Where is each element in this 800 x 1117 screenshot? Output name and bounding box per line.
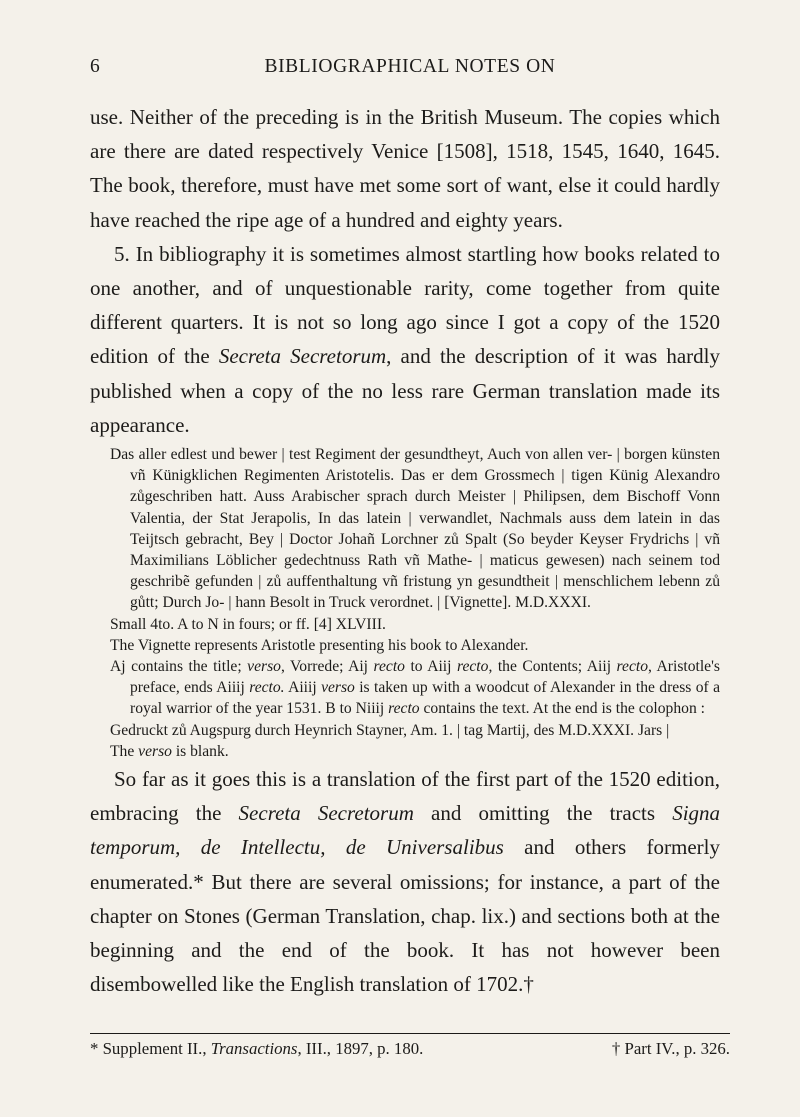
paragraph-translation: So far as it goes this is a translation of the first part of the 1520 edition, embracing the Secreta Secretorum and omitting the tracts Signa temporum, de Intellectu, de Universalibus and others formerly enumerated.* But there are several omissions; for instance, a part of the chapter on Stones (German Translation, chap. lix.) and sections both at the beginning and the end of the book. It has not however been disembowelled like the English translation of 1702.† xyxy=(90,767,721,997)
verso-note: The verso is blank. xyxy=(110,742,229,760)
title-italic: Secreta Secretorum xyxy=(218,344,387,369)
running-title: BIBLIOGRAPHICAL NOTES ON xyxy=(264,56,556,77)
contents-note: Aj contains the title; verso, Vorrede; Aij recto to Aiij recto, the Contents; Aiij recto, Aristotle's preface, ends Aiiij recto. Aiiij verso is taken up with a woodcut of Alexander in the dress of a royal warrior of the year 1531. B to Niiij recto contains the text. At the end is the colophon : xyxy=(110,658,721,718)
footnote-rule xyxy=(90,1033,730,1034)
title-transcription: Das aller edlest und bewer | test Regiment der gesundtheyt, Auch von allen ver- | borgen künsten vñ Künigklichen Regimenten Aristotelis. Das er dem Grossmech | tigen Künig Alexandro zůgeschriben hatt. Auss Arabischer sprach durch Meister | Philipsen, dem Bischoff Vonn Valentia, der Stat Jerapolis, In das latein | verwandlet, Nachmals auss dem latein in das Teijtsch gebracht, Bey | Doctor Johañ Lorchner zů Spalt (So beyder Keyser Frydrichs | vñ Maximilians Löblicher gedechtnuss Rath vñ Mathe- | maticus gewesen) nach seinem tod geschribẽ gefunden | zů auffenthaltung vñ fristung yn gesundtheit | menschlichem lebenn zů gůtt; Durch Jo- | hann Besolt in Truck verordnet. | [Vignette]. M.D.XXXI. xyxy=(110,446,720,612)
colophon: Gedruckt zů Augspurg durch Heynrich Stayner, Am. 1. | tag Martij, des M.D.XXXI. Jars | xyxy=(110,721,670,739)
footnote-2: † Part IV., p. 326. xyxy=(611,1039,730,1058)
paragraph-5: 5. In bibliography it is sometimes almost startling how books related to one another, and of unquestionable rarity, come together from quite different quarters. It is not so long ago since I got a copy of the 1520 edition of the Secreta Secretorum, and the description of it was hardly published when a copy of the no less rare German translation made its appearance. xyxy=(90,241,720,437)
main-text xyxy=(90,100,720,1002)
paragraph-continuation: use. Neither of the preceding is in the British Museum. The copies which are there are dated respectively Venice [1508], 1518, 1545, 1640, 1645. The book, therefore, must have met some sort of want, else it could hardly have reached the ripe age of a hundred and eighty years. xyxy=(90,105,720,232)
page-header xyxy=(90,56,730,82)
collation-line: Small 4to. A to N in fours; or ff. [4] XLVIII. xyxy=(110,615,386,633)
footnote-1: * Supplement II., Transactions, III., 1897, p. 180. xyxy=(90,1039,424,1058)
page-number: 6 xyxy=(90,56,101,77)
vignette-note: The Vignette represents Aristotle presenting his book to Alexander. xyxy=(110,636,529,654)
bibliographic-description xyxy=(90,444,720,762)
